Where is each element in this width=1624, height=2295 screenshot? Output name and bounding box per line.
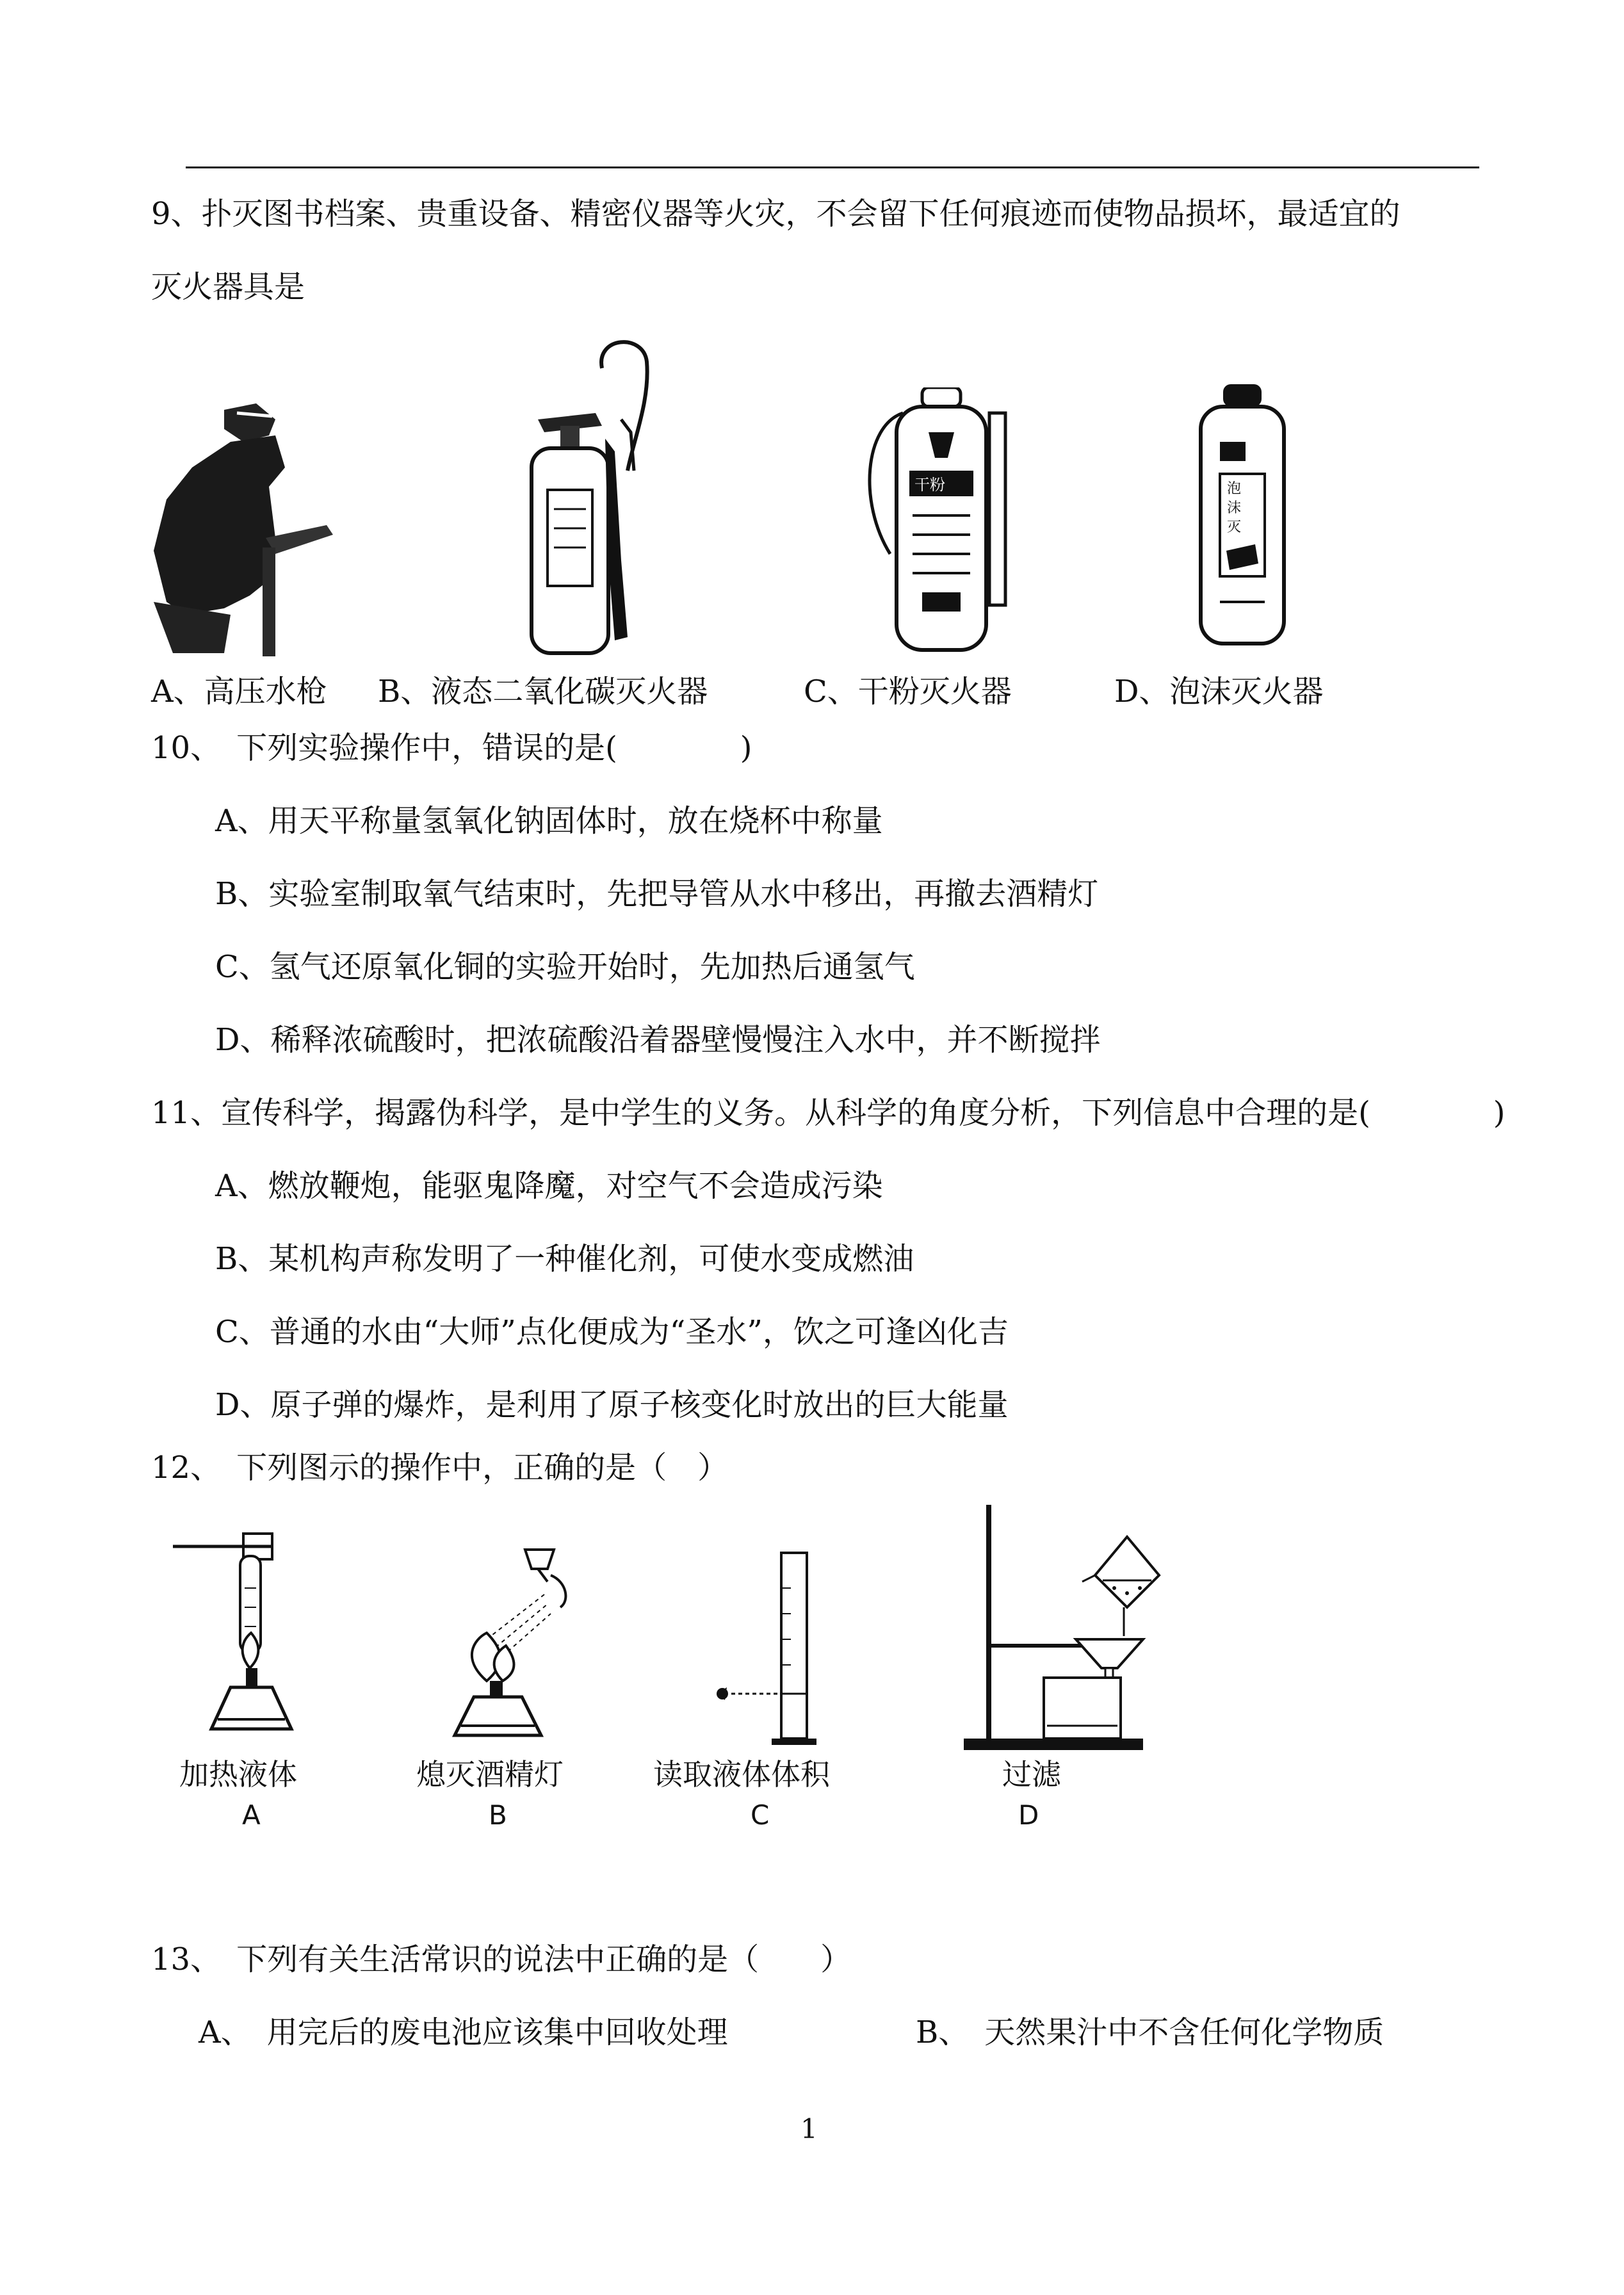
- q11-option-d: D、原子弹的爆炸，是利用了原子核变化时放出的巨大能量: [215, 1387, 1009, 1423]
- svg-text:灭: 灭: [1227, 519, 1242, 535]
- q13-stem: 13、 下列有关生活常识的说法中正确的是（ ）: [151, 1942, 852, 1977]
- q12-letter-a: A: [242, 1799, 261, 1831]
- q12-letter-b: B: [489, 1799, 507, 1831]
- q9-stem-line2: 灭火器具是: [151, 269, 305, 305]
- foam-extinguisher-icon: [1191, 384, 1294, 653]
- svg-text:干粉: 干粉: [914, 476, 945, 494]
- q11-option-b: B、某机构声称发明了一种催化剂，可使水变成燃油: [215, 1241, 914, 1277]
- q9-choice-c: C、干粉灭火器: [804, 674, 1012, 710]
- q9-stem-line1: 9、扑灭图书档案、贵重设备、精密仪器等火灾，不会留下任何痕迹而使物品损坏，最适宜的: [151, 196, 1401, 232]
- q10-option-c: C、氢气还原氧化铜的实验开始时，先加热后通氢气: [215, 949, 915, 985]
- q11-stem: 11、宣传科学，揭露伪科学，是中学生的义务。从科学的角度分析，下列信息中合理的是( ): [151, 1095, 1506, 1131]
- heating-liquid-icon: [166, 1530, 320, 1748]
- q10-stem: 10、 下列实验操作中，错误的是( ): [151, 730, 752, 766]
- q9-choice-d: D、泡沫灭火器: [1114, 674, 1324, 710]
- q9-choice-a: A、高压水枪: [151, 674, 327, 710]
- q12-letter-c: C: [751, 1799, 770, 1831]
- q12-caption-d: 过滤: [1002, 1757, 1061, 1792]
- co2-extinguisher-icon: [499, 330, 672, 663]
- svg-text:沫: 沫: [1227, 500, 1242, 516]
- q12-letter-d: D: [1018, 1799, 1039, 1831]
- q11-option-c: C、普通的水由“大师”点化便成为“圣水”，饮之可逢凶化吉: [215, 1314, 1009, 1350]
- q12-caption-b: 熄灭酒精灯: [416, 1757, 564, 1792]
- filtration-apparatus-icon: [961, 1498, 1204, 1767]
- q13-option-a: A、 用完后的废电池应该集中回收处理: [199, 2015, 728, 2050]
- q10-option-b: B、实验室制取氧气结束时，先把导管从水中移出，再撤去酒精灯: [215, 876, 1099, 912]
- q11-option-a: A、燃放鞭炮，能驱鬼降魔，对空气不会造成污染: [215, 1168, 883, 1204]
- firefighter-water-gun-icon: [147, 391, 339, 660]
- q12-caption-c: 读取液体体积: [653, 1757, 830, 1792]
- q9-choice-b: B、液态二氧化碳灭火器: [378, 674, 708, 710]
- dry-powder-extinguisher-icon: [852, 387, 1031, 656]
- q10-option-d: D、稀释浓硫酸时，把浓硫酸沿着器壁慢慢注入水中，并不断搅拌: [215, 1022, 1101, 1058]
- graduated-cylinder-reading-icon: [711, 1550, 832, 1748]
- svg-text:泡: 泡: [1227, 481, 1242, 497]
- q12-caption-a: 加热液体: [179, 1757, 297, 1792]
- q10-option-a: A、用天平称量氢氧化钠固体时，放在烧杯中称量: [215, 803, 883, 839]
- page-number: 1: [800, 2113, 818, 2145]
- q12-stem: 12、 下列图示的操作中，正确的是（ ）: [151, 1450, 729, 1486]
- q13-option-b: B、 天然果汁中不含任何化学物质: [916, 2015, 1384, 2050]
- header-rule: [186, 166, 1479, 168]
- extinguish-alcohol-lamp-icon: [442, 1543, 602, 1748]
